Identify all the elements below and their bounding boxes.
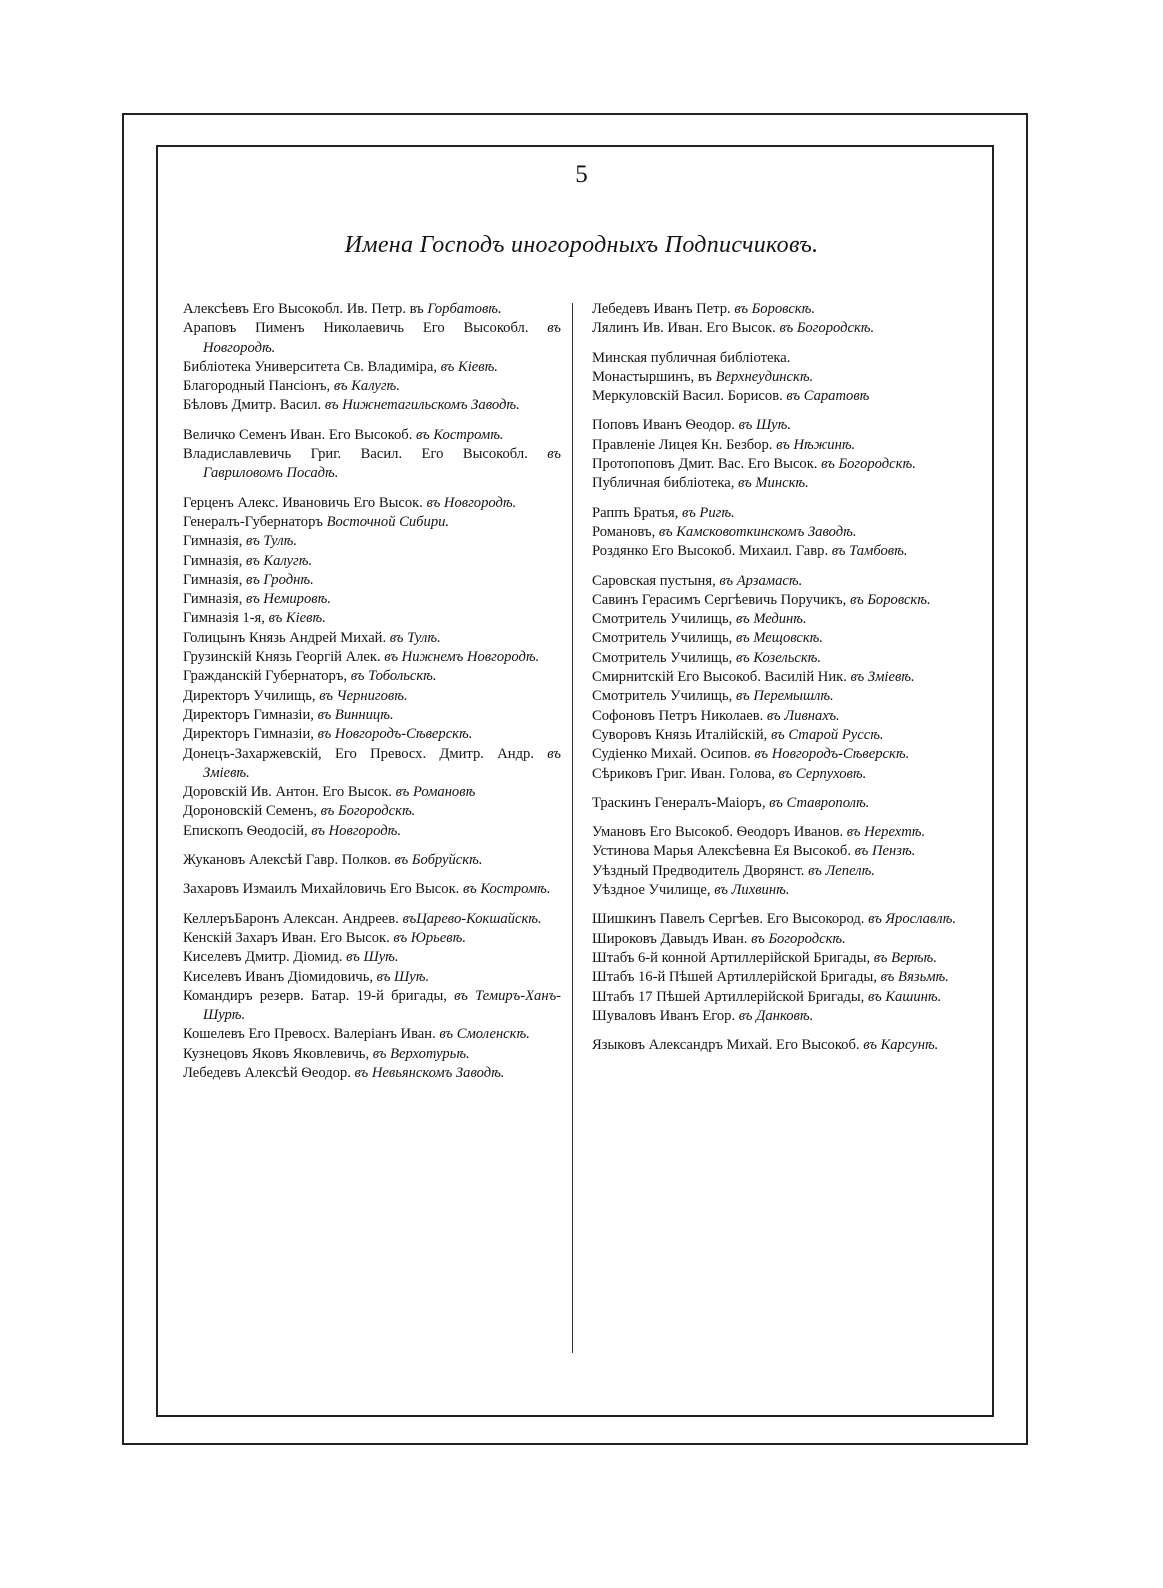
left-subscriber-column: [183, 300, 561, 1083]
page-number: 5: [575, 161, 588, 188]
subscriber-entry: [183, 880, 561, 899]
subscriber-place: въ Ставрополѣ.: [769, 794, 870, 811]
subscriber-entry: [183, 987, 561, 1026]
subscriber-place: въ Камсковоткинскомъ Заводѣ.: [658, 523, 857, 540]
subscriber-place: въ Смоленскѣ.: [439, 1026, 530, 1043]
column-divider: [572, 303, 573, 1353]
subscriber-place: въ Калугѣ.: [246, 552, 313, 569]
subscriber-name: Смирнитскій Его Высокоб. Василій Ник.: [592, 669, 851, 686]
subscriber-entry: [183, 745, 561, 784]
subscriber-entry: [183, 1045, 561, 1064]
subscriber-entry: [183, 494, 561, 513]
subscriber-name: Савинъ Герасимъ Сергѣевичь Поручикъ,: [592, 591, 850, 608]
subscriber-name: Благородный Пансіонъ,: [183, 378, 334, 395]
subscriber-place: въ Богородскѣ.: [320, 803, 416, 820]
subscriber-entry: [592, 823, 970, 842]
subscriber-name: Кузнецовъ Яковъ Яковлевичь,: [183, 1045, 373, 1062]
subscriber-place: въ Костромѣ.: [416, 426, 504, 443]
subscriber-name: Донецъ-Захаржевскій, Его Превосх. Дмитр. Андр.: [183, 745, 548, 762]
subscriber-place: въ Богородскѣ.: [821, 456, 916, 473]
subscriber-name: Минская публичная библіотека.: [592, 349, 791, 366]
subscriber-name: Библіотека Университета Св. Владиміра,: [183, 358, 441, 375]
subscriber-place: въ Верхотурьѣ.: [372, 1045, 470, 1062]
subscriber-place: въ Невьянскомъ Заводѣ.: [354, 1064, 505, 1081]
subscriber-name: Алексѣевъ Его Высокобл. Ив. Петр. въ: [183, 301, 428, 317]
subscriber-place: въ Лихвинѣ.: [714, 882, 790, 899]
subscriber-name: Софоновъ Петръ Николаев.: [592, 707, 767, 724]
subscriber-entry: [592, 1036, 970, 1055]
subscriber-name: Правленіе Лицея Кн. Безбор.: [592, 436, 777, 453]
subscriber-entry: [183, 822, 561, 841]
subscriber-place: въ Кіевѣ.: [440, 358, 498, 375]
subscriber-name: Шишкинъ Павелъ Сергѣев. Его Высокород.: [592, 911, 869, 928]
subscriber-place: въ Бобруйскѣ.: [394, 852, 483, 869]
subscriber-name: Романовъ,: [592, 523, 659, 540]
subscriber-place: въ Мещовскѣ.: [735, 630, 824, 647]
subscriber-name: Траскинъ Генералъ-Маіоръ,: [592, 794, 770, 811]
subscriber-place: въ Шуѣ.: [376, 968, 430, 985]
subscriber-name: Смотритель Училищь,: [592, 630, 736, 647]
subscriber-entry: [183, 851, 561, 870]
subscriber-name: Киселевъ Иванъ Діомидовичь,: [183, 968, 377, 985]
subscriber-name: Монастыршинъ, въ: [592, 368, 716, 385]
subscriber-place: Восточной Сибири.: [326, 513, 450, 530]
subscriber-place: въ Немировѣ.: [246, 591, 331, 608]
subscriber-entry: [592, 707, 970, 726]
subscriber-entry: [592, 910, 970, 929]
subscriber-place: Горбатовѣ.: [427, 301, 502, 317]
subscriber-entry: [183, 513, 561, 532]
subscriber-entry: [592, 542, 970, 561]
subscriber-entry: [183, 948, 561, 967]
subscriber-place: въ Богородскѣ.: [779, 320, 875, 337]
subscriber-place: въ Зміевѣ.: [850, 669, 915, 686]
subscriber-name: Гимназія,: [183, 533, 247, 550]
subscriber-name: Директоръ Гимназіи,: [183, 706, 318, 723]
subscriber-entry: [592, 842, 970, 861]
subscriber-place: въ Богородскѣ.: [751, 930, 846, 947]
subscriber-entry: [592, 794, 970, 813]
subscriber-place: въ Шуѣ.: [346, 949, 399, 966]
subscriber-entry: [592, 474, 970, 493]
subscriber-place: въ Пензѣ.: [854, 843, 916, 860]
subscriber-place: въ Новгородъ-Сѣверскѣ.: [317, 726, 473, 743]
subscriber-place: въ Старой Руссѣ.: [770, 726, 884, 743]
subscriber-place: въ Карсунѣ.: [863, 1037, 939, 1054]
subscriber-place: Верхнеудинскѣ.: [715, 368, 814, 385]
subscriber-entry: [592, 610, 970, 629]
subscriber-name: Гимназія,: [183, 591, 247, 608]
subscriber-place: въ Темиръ-Ханъ-Шурѣ.: [203, 987, 562, 1024]
subscriber-entry: [183, 396, 561, 415]
subscriber-name: Доровскій Ив. Антон. Его Высок.: [183, 784, 396, 801]
subscriber-name: Смотритель Училищь,: [592, 688, 736, 705]
page-heading: Имена Господъ иногородныхъ Подписчиковъ.: [344, 232, 819, 258]
subscriber-entry: [183, 629, 561, 648]
subscriber-place: въ Козельскѣ.: [735, 649, 822, 666]
subscriber-place: въ Винницѣ.: [317, 706, 394, 723]
subscriber-name: Кошелевъ Его Превосх. Валеріанъ Иван.: [183, 1026, 440, 1043]
subscriber-place: въ Перемышлѣ.: [735, 688, 834, 705]
subscriber-place: въ Тулѣ.: [389, 629, 441, 646]
subscriber-name: Араповъ Пименъ Николаевичь Его Высокобл.: [183, 320, 548, 337]
subscriber-name: Штабъ 16-й Пѣшей Артиллерійской Бригады,: [592, 969, 881, 986]
subscriber-entry: [183, 590, 561, 609]
subscriber-entry: [183, 968, 561, 987]
subscriber-entry: [183, 532, 561, 551]
subscriber-place: въ Тамбовѣ.: [831, 543, 908, 560]
subscriber-entry: [183, 802, 561, 821]
subscriber-name: Лебедевъ Алексѣй Ѳеодор.: [183, 1064, 355, 1081]
subscriber-place: въЦарево-Кокшайскѣ.: [402, 910, 542, 927]
subscriber-place: въ Юрьевѣ.: [393, 929, 466, 946]
subscriber-place: въ Кіевѣ.: [268, 610, 326, 627]
subscriber-place: въ Романовѣ: [395, 784, 476, 801]
subscriber-name: Штабъ 6-й конной Артиллерійской Бригады,: [592, 949, 874, 966]
subscriber-name: Гимназія,: [183, 552, 247, 569]
subscriber-place: въ Новгородѣ.: [426, 494, 517, 511]
subscriber-entry: [592, 649, 970, 668]
subscriber-name: Герценъ Алекс. Ивановичь Его Высок.: [183, 494, 427, 511]
subscriber-place: въ Вязьмѣ.: [880, 969, 949, 986]
subscriber-place: въ Мединѣ.: [735, 611, 807, 628]
subscriber-name: Директоръ Училищь,: [183, 687, 320, 704]
subscriber-name: Саровская пустыня,: [592, 572, 720, 589]
subscriber-name: Гражданскій Губернаторъ,: [183, 668, 351, 685]
subscriber-name: Киселевъ Дмитр. Діомид.: [183, 949, 347, 966]
subscriber-entry: [592, 968, 970, 987]
subscriber-entry: [592, 349, 970, 368]
subscriber-place: въ Арзамасѣ.: [719, 572, 803, 589]
subscriber-name: Сѣриковъ Григ. Иван. Голова,: [592, 765, 779, 782]
subscriber-name: Устинова Марья Алексѣевна Ея Высокоб.: [592, 843, 855, 860]
subscriber-name: Смотритель Училищь,: [592, 611, 736, 628]
subscriber-name: Протопоповъ Дмит. Вас. Его Высок.: [592, 456, 822, 473]
subscriber-name: Раппъ Братья,: [592, 504, 683, 521]
subscriber-entry: [183, 319, 561, 358]
subscriber-place: въ Ярославлѣ.: [868, 911, 957, 928]
subscriber-place: въ Боровскѣ.: [734, 301, 816, 317]
subscriber-entry: [592, 436, 970, 455]
subscriber-name: Гимназія 1-я,: [183, 610, 269, 627]
subscriber-entry: [183, 552, 561, 571]
subscriber-entry: [183, 300, 561, 319]
subscriber-name: Величко Семенъ Иван. Его Высокоб.: [183, 426, 417, 443]
subscriber-name: Бѣловъ Дмитр. Васил.: [183, 397, 325, 414]
subscriber-entry: [592, 416, 970, 435]
subscriber-name: Публичная библіотека,: [592, 475, 739, 492]
subscriber-name: Смотритель Училищь,: [592, 649, 736, 666]
subscriber-place: въ Нерехтѣ.: [846, 824, 926, 841]
subscriber-entry: [183, 426, 561, 445]
subscriber-name: Судіенко Михай. Осипов.: [592, 746, 755, 763]
subscriber-place: въ Ливнахъ.: [766, 707, 840, 724]
subscriber-entry: [183, 1025, 561, 1044]
subscriber-place: въ Новгородъ-Сѣверскѣ.: [754, 746, 910, 763]
subscriber-place: въ Боровскѣ.: [849, 591, 931, 608]
subscriber-name: Голицынъ Князь Андрей Михай.: [183, 629, 390, 646]
subscriber-entry: [183, 929, 561, 948]
subscriber-name: Суворовъ Князь Италійскій,: [592, 726, 771, 743]
subscriber-entry: [592, 668, 970, 687]
subscriber-name: Директоръ Гимназіи,: [183, 726, 318, 743]
subscriber-entry: [183, 377, 561, 396]
subscriber-entry: [592, 591, 970, 610]
subscriber-entry: [592, 745, 970, 764]
subscriber-entry: [592, 629, 970, 648]
subscriber-name: Жукановъ Алексѣй Гавр. Полков.: [183, 852, 395, 869]
subscriber-name: Языковъ Александръ Михай. Его Высокоб.: [592, 1037, 864, 1054]
subscriber-name: Кенскій Захаръ Иван. Его Высок.: [183, 929, 394, 946]
subscriber-name: Лялинъ Ив. Иван. Его Высок.: [592, 320, 780, 337]
subscriber-name: Поповъ Иванъ Ѳеодор.: [592, 417, 739, 434]
subscriber-name: Меркуловскій Васил. Борисов.: [592, 388, 787, 405]
subscriber-place: въ Гавриловомъ Посадѣ.: [203, 446, 561, 482]
subscriber-place: въ Минскѣ.: [738, 475, 809, 492]
subscriber-entry: [183, 910, 561, 929]
subscriber-name: Грузинскій Князь Георгій Алек.: [183, 649, 385, 666]
subscriber-place: въ Калугѣ.: [333, 378, 400, 395]
subscriber-entry: [592, 1007, 970, 1026]
subscriber-name: Генералъ-Губернаторъ: [183, 513, 327, 530]
subscriber-name: Широковъ Давыдъ Иван.: [592, 930, 752, 947]
subscriber-entry: [592, 930, 970, 949]
subscriber-place: въ Новгородѣ.: [203, 320, 561, 356]
subscriber-name: Лебедевъ Иванъ Петр.: [592, 301, 735, 317]
subscriber-name: Роздянко Его Высокоб. Михаил. Гавр.: [592, 543, 832, 560]
subscriber-name: Уѣздный Предводитель Дворянст.: [592, 862, 809, 879]
subscriber-place: въ Гроднѣ.: [246, 571, 314, 588]
subscriber-name: Шуваловъ Иванъ Егор.: [592, 1007, 739, 1024]
subscriber-place: въ Черниговѣ.: [319, 687, 408, 704]
subscriber-place: въ Костромѣ.: [462, 881, 551, 898]
subscriber-entry: [592, 726, 970, 745]
subscriber-entry: [183, 725, 561, 744]
subscriber-place: въ Данковѣ.: [738, 1007, 814, 1024]
right-subscriber-column: [592, 300, 970, 1055]
subscriber-entry: [183, 706, 561, 725]
subscriber-entry: [183, 783, 561, 802]
subscriber-entry: [592, 949, 970, 968]
subscriber-name: Гимназія,: [183, 571, 247, 588]
subscriber-name: Захаровъ Измаилъ Михайловичь Его Высок.: [183, 881, 463, 898]
subscriber-entry: [183, 609, 561, 628]
subscriber-entry: [592, 387, 970, 406]
subscriber-place: въ Шуѣ.: [738, 417, 792, 434]
subscriber-place: въ Зміевѣ.: [203, 745, 561, 781]
subscriber-entry: [183, 687, 561, 706]
subscriber-name: Командиръ резерв. Батар. 19-й бригады,: [183, 987, 455, 1004]
subscriber-place: въ Лепелѣ.: [808, 862, 875, 879]
subscriber-name: КеллеръБаронъ Алексан. Андреев.: [183, 910, 403, 927]
subscriber-name: Уѣздное Училище,: [592, 882, 715, 899]
subscriber-entry: [183, 1064, 561, 1083]
subscriber-entry: [592, 368, 970, 387]
subscriber-name: Умановъ Его Высокоб. Ѳеодоръ Иванов.: [592, 824, 847, 841]
subscriber-entry: [183, 358, 561, 377]
subscriber-place: въ Верѣѣ.: [873, 949, 937, 966]
subscriber-entry: [183, 648, 561, 667]
subscriber-place: въ Новгородѣ.: [311, 822, 401, 839]
subscriber-place: въ Ригѣ.: [682, 504, 735, 521]
subscriber-entry: [592, 881, 970, 900]
subscriber-entry: [592, 455, 970, 474]
subscriber-entry: [592, 300, 970, 319]
subscriber-place: въ Тулѣ.: [246, 533, 298, 550]
subscriber-place: въ Нѣжинѣ.: [776, 436, 856, 453]
subscriber-entry: [183, 571, 561, 590]
subscriber-entry: [592, 687, 970, 706]
subscriber-place: въ Нижнемъ Новгородѣ.: [384, 649, 540, 666]
subscriber-place: въ Кашинѣ.: [867, 988, 942, 1005]
subscriber-entry: [592, 504, 970, 523]
subscriber-place: въ Серпуховѣ.: [778, 765, 867, 782]
subscriber-name: Дороновскій Семенъ,: [183, 803, 321, 820]
subscriber-name: Владиславлевичь Григ. Васил. Его Высокобл.: [183, 446, 548, 463]
subscriber-place: въ Нижнетагильскомъ Заводѣ.: [324, 397, 520, 414]
subscriber-entry: [592, 988, 970, 1007]
subscriber-name: Епископъ Ѳеодосій,: [183, 822, 312, 839]
subscriber-entry: [592, 572, 970, 591]
subscriber-name: Штабъ 17 Пѣшей Артиллерійской Бригады,: [592, 988, 868, 1005]
subscriber-entry: [592, 523, 970, 542]
subscriber-entry: [183, 445, 561, 484]
subscriber-place: въ Тобольскѣ.: [350, 668, 437, 685]
subscriber-entry: [592, 862, 970, 881]
subscriber-entry: [592, 765, 970, 784]
subscriber-place: въ Саратовѣ: [786, 388, 870, 405]
subscriber-entry: [183, 667, 561, 686]
subscriber-entry: [592, 319, 970, 338]
